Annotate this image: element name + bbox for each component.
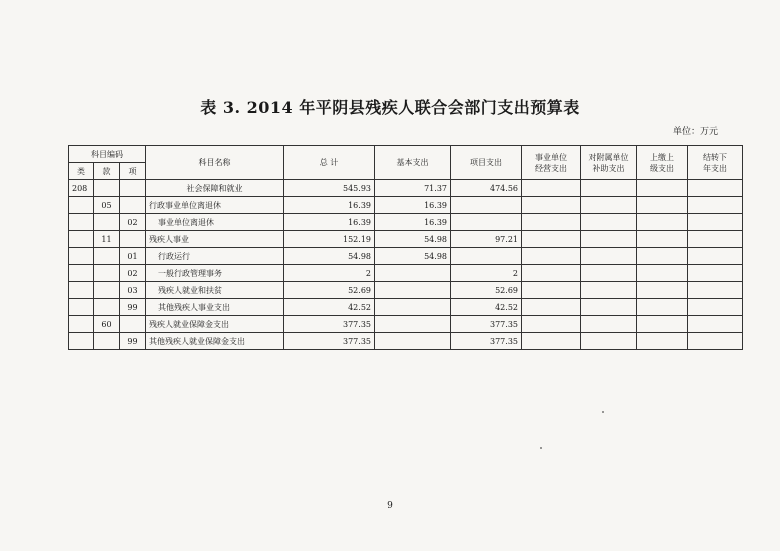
business-header-line1: 事业单位 (535, 152, 567, 162)
carryover-cell (688, 231, 743, 248)
higher-cell (637, 299, 688, 316)
page-title: 表 3. 2014 年平阴县残疾人联合会部门支出预算表 (200, 98, 580, 117)
subject-name-cell: 一般行政管理事务 (146, 265, 284, 282)
project-cell (451, 197, 522, 214)
xiang-cell: 02 (120, 214, 146, 231)
kuan-cell: 60 (94, 316, 120, 333)
subject-name-cell: 事业单位离退休 (146, 214, 284, 231)
business-cell (522, 265, 581, 282)
subsidiary-cell (581, 231, 637, 248)
subsidiary-cell (581, 333, 637, 350)
basic-cell: 16.39 (375, 197, 451, 214)
lei-cell: 208 (69, 180, 94, 197)
carryover-cell (688, 214, 743, 231)
higher-cell (637, 282, 688, 299)
total-header: 总 计 (284, 146, 375, 180)
business-cell (522, 231, 581, 248)
higher-header (637, 146, 688, 180)
carryover-cell (688, 299, 743, 316)
subsidiary-cell (581, 282, 637, 299)
total-cell: 52.69 (284, 282, 375, 299)
basic-cell: 16.39 (375, 214, 451, 231)
xiang-cell (120, 197, 146, 214)
project-cell: 52.69 (451, 282, 522, 299)
xiang-cell: 01 (120, 248, 146, 265)
project-cell (451, 214, 522, 231)
higher-cell (637, 333, 688, 350)
carryover-cell (688, 248, 743, 265)
business-cell (522, 282, 581, 299)
project-cell: 42.52 (451, 299, 522, 316)
subject-code-header: 科目编码 (69, 146, 146, 163)
total-cell: 16.39 (284, 214, 375, 231)
kuan-cell: 05 (94, 197, 120, 214)
xiang-cell (120, 316, 146, 333)
subject-name-cell: 行政事业单位离退休 (146, 197, 284, 214)
xiang-cell: 99 (120, 333, 146, 350)
basic-cell: 71.37 (375, 180, 451, 197)
higher-header-line2: 级支出 (650, 163, 674, 173)
project-cell: 377.35 (451, 316, 522, 333)
kuan-cell (94, 180, 120, 197)
kuan-cell (94, 299, 120, 316)
business-cell (522, 197, 581, 214)
table-row (69, 231, 743, 248)
subsidiary-header-line1: 对附属单位 (588, 152, 629, 162)
lei-cell (69, 197, 94, 214)
basic-cell (375, 316, 451, 333)
subject-name-cell: 社会保障和就业 (146, 180, 284, 197)
lei-cell (69, 248, 94, 265)
carryover-header-line1: 结转下 (703, 152, 727, 162)
higher-cell (637, 231, 688, 248)
subject-name-cell: 残疾人事业 (146, 231, 284, 248)
table-row (69, 197, 743, 214)
carryover-cell (688, 265, 743, 282)
project-header: 项目支出 (451, 146, 522, 180)
lei-header: 类 (69, 163, 94, 180)
subject-name-header: 科目名称 (146, 146, 284, 180)
subsidiary-header (581, 146, 637, 180)
carryover-header-line2: 年支出 (703, 163, 727, 173)
table-row (69, 333, 743, 350)
lei-cell (69, 214, 94, 231)
subsidiary-cell (581, 316, 637, 333)
kuan-cell (94, 265, 120, 282)
table-row (69, 282, 743, 299)
carryover-cell (688, 316, 743, 333)
carryover-cell (688, 180, 743, 197)
project-cell (451, 248, 522, 265)
project-cell: 377.35 (451, 333, 522, 350)
higher-cell (637, 265, 688, 282)
total-cell: 152.19 (284, 231, 375, 248)
lei-cell (69, 265, 94, 282)
total-cell: 2 (284, 265, 375, 282)
subject-name-cell: 其他残疾人事业支出 (146, 299, 284, 316)
lei-cell (69, 333, 94, 350)
higher-cell (637, 316, 688, 333)
lei-cell (69, 299, 94, 316)
page-number: 9 (387, 501, 393, 511)
business-cell (522, 248, 581, 265)
kuan-cell (94, 333, 120, 350)
total-cell: 16.39 (284, 197, 375, 214)
subject-name-cell: 其他残疾人就业保障金支出 (146, 333, 284, 350)
xiang-header: 项 (120, 163, 146, 180)
kuan-cell: 11 (94, 231, 120, 248)
basic-cell (375, 299, 451, 316)
table-row (69, 316, 743, 333)
total-cell: 377.35 (284, 333, 375, 350)
carryover-cell (688, 282, 743, 299)
business-cell (522, 316, 581, 333)
total-cell: 54.98 (284, 248, 375, 265)
subsidiary-cell (581, 180, 637, 197)
subsidiary-cell (581, 248, 637, 265)
table-row (69, 214, 743, 231)
business-cell (522, 214, 581, 231)
basic-cell (375, 265, 451, 282)
subject-name-cell: 行政运行 (146, 248, 284, 265)
xiang-cell: 02 (120, 265, 146, 282)
higher-cell (637, 180, 688, 197)
subsidiary-cell (581, 299, 637, 316)
business-cell (522, 299, 581, 316)
total-cell: 42.52 (284, 299, 375, 316)
business-header (522, 146, 581, 180)
subject-name-cell: 残疾人就业和扶贫 (146, 282, 284, 299)
carryover-cell (688, 197, 743, 214)
subsidiary-header-line2: 补助支出 (592, 163, 625, 173)
xiang-cell: 03 (120, 282, 146, 299)
total-cell: 377.35 (284, 316, 375, 333)
business-cell (522, 180, 581, 197)
table-row (69, 265, 743, 282)
business-cell (522, 333, 581, 350)
unit-label: 单位：万元 (672, 127, 718, 137)
kuan-cell (94, 282, 120, 299)
project-cell: 474.56 (451, 180, 522, 197)
subsidiary-cell (581, 214, 637, 231)
table-row (69, 180, 743, 197)
higher-cell (637, 197, 688, 214)
basic-header: 基本支出 (375, 146, 451, 180)
total-cell: 545.93 (284, 180, 375, 197)
budget-table (68, 145, 743, 350)
carryover-cell (688, 333, 743, 350)
kuan-header: 款 (94, 163, 120, 180)
basic-cell (375, 282, 451, 299)
basic-cell (375, 333, 451, 350)
subsidiary-cell (581, 265, 637, 282)
higher-header-line1: 上缴上 (650, 152, 674, 162)
xiang-cell (120, 231, 146, 248)
subject-name-cell: 残疾人就业保障金支出 (146, 316, 284, 333)
kuan-cell (94, 248, 120, 265)
basic-cell: 54.98 (375, 248, 451, 265)
higher-cell (637, 248, 688, 265)
subsidiary-cell (581, 197, 637, 214)
kuan-cell (94, 214, 120, 231)
table-row (69, 299, 743, 316)
business-header-line2: 经营支出 (535, 163, 567, 173)
lei-cell (69, 316, 94, 333)
xiang-cell: 99 (120, 299, 146, 316)
project-cell: 97.21 (451, 231, 522, 248)
higher-cell (637, 214, 688, 231)
scan-speck (602, 411, 604, 413)
table-row (69, 248, 743, 265)
basic-cell: 54.98 (375, 231, 451, 248)
header-row (69, 146, 743, 163)
carryover-header (688, 146, 743, 180)
lei-cell (69, 231, 94, 248)
lei-cell (69, 282, 94, 299)
project-cell: 2 (451, 265, 522, 282)
scan-speck (540, 447, 542, 449)
xiang-cell (120, 180, 146, 197)
